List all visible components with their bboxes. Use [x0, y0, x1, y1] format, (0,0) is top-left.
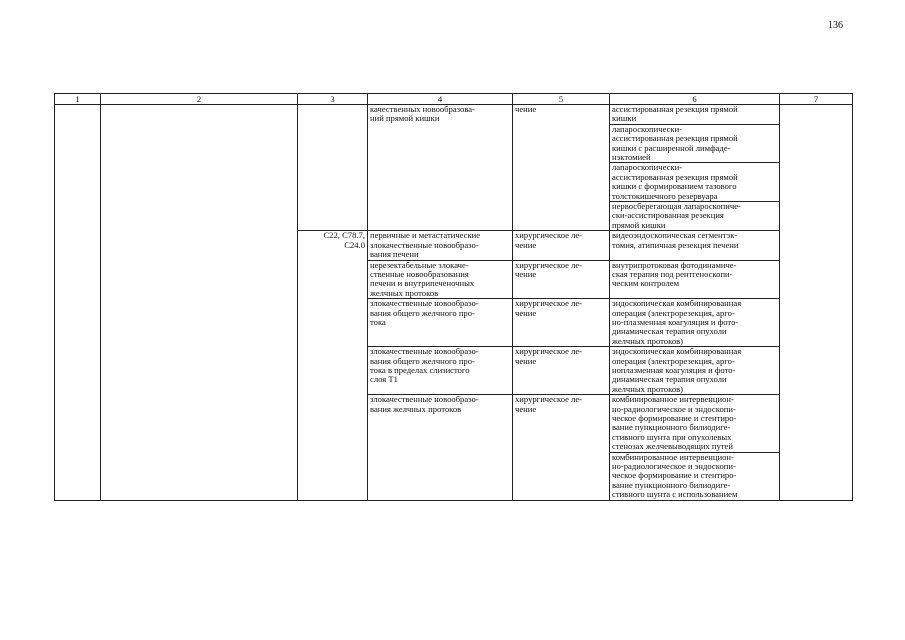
- column-number-5: 5: [513, 94, 610, 105]
- treatment-method: ассистированная резекция прямой кишки: [610, 105, 779, 125]
- treatment-type-cell: хирургическое ле- чение: [513, 299, 610, 347]
- patient-model-cell: первичные и метастатические злокачественные новообразо- вания печени: [368, 231, 513, 260]
- column-7-cell: [780, 105, 853, 501]
- page-number: 136: [828, 20, 843, 31]
- column-number-1: 1: [55, 94, 101, 105]
- treatment-method: эндоскопическая комбинированная операция (электрорезекция, арго- но-плазменная коагуляция и фото- динамическая терапия опухоли желчных протоков): [612, 298, 742, 346]
- treatment-method: нервосберегающая лапароскопиче- ски-ассистированная резекция прямой кишки: [612, 201, 741, 230]
- column-number-row: [55, 94, 853, 105]
- patient-model-cell: нерезектабельные злокаче- ственные новообразования печени и внутрипеченочных желчных протоков: [368, 260, 513, 299]
- table-body: [55, 105, 853, 501]
- column-number-2: 2: [101, 94, 298, 105]
- treatment-methods-cell: [610, 347, 780, 395]
- table-row: [55, 105, 853, 231]
- treatment-type-cell: чение: [513, 105, 610, 231]
- treatment-method: лапароскопически- ассистированная резекция прямой кишки с расширенной лимфаде- нэктомией: [610, 125, 779, 164]
- treatment-method: комбинированное интервенцион- но-радиологическое и эндоскопи- ческое формирование и стентиро- вание пункционного билиодиге- стивного шунта с использованием: [612, 451, 738, 500]
- treatment-methods-cell: [610, 231, 780, 260]
- column-number-7: 7: [780, 94, 853, 105]
- treatment-methods-cell: [610, 105, 780, 231]
- treatment-method: видеоэндоскопическая сегментэк- томия, атипичная резекция печени: [612, 230, 739, 250]
- patient-model-cell: злокачественные новообразо- вания общего желчного про- тока: [368, 299, 513, 347]
- icd-code-cell: [298, 105, 368, 231]
- treatment-method: комбинированное интервенцион- но-радиологическое и эндоскопи- ческое формирование и стентиро- вание пункционного билиодиге- стивного шунта при опухолевых стенозах желчевыводящих путей: [610, 395, 779, 452]
- treatment-method: лапароскопически- ассистированная резекция прямой кишки с формированием тазового толстокишечного резервуара: [610, 163, 779, 202]
- procedures-table: [54, 93, 853, 501]
- column-number-6: 6: [610, 94, 780, 105]
- treatment-type-cell: хирургическое ле- чение: [513, 260, 610, 299]
- patient-model-cell: злокачественные новообразо- вания желчных протоков: [368, 395, 513, 500]
- column-1-cell: [55, 105, 101, 501]
- patient-model-cell: злокачественные новообразо- вания общего желчного про- тока в пределах слизистого слоя T1: [368, 347, 513, 395]
- treatment-method: эндоскопическая комбинированная операция (электрорезекция, арго- ноплазменная коагуляция и фото- динамическая терапия опухоли желчных протоков): [612, 346, 742, 394]
- column-2-cell: [101, 105, 298, 501]
- treatment-type-cell: хирургическое ле- чение: [513, 395, 610, 500]
- treatment-type-cell: хирургическое ле- чение: [513, 347, 610, 395]
- procedures-table-wrapper: [54, 93, 852, 501]
- column-number-3: 3: [298, 94, 368, 105]
- treatment-methods-cell: [610, 395, 780, 500]
- icd-code-cell: C22, C78.7, C24.0: [298, 231, 368, 500]
- column-number-4: 4: [368, 94, 513, 105]
- patient-model-cell: качественных новообразова- ний прямой кишки: [368, 105, 513, 231]
- treatment-type-cell: хирургическое ле- чение: [513, 231, 610, 260]
- treatment-methods-cell: [610, 260, 780, 299]
- treatment-method: внутрипротоковая фотодинамиче- ская терапия под рентгеноскопи- ческим контролем: [612, 259, 737, 289]
- treatment-methods-cell: [610, 299, 780, 347]
